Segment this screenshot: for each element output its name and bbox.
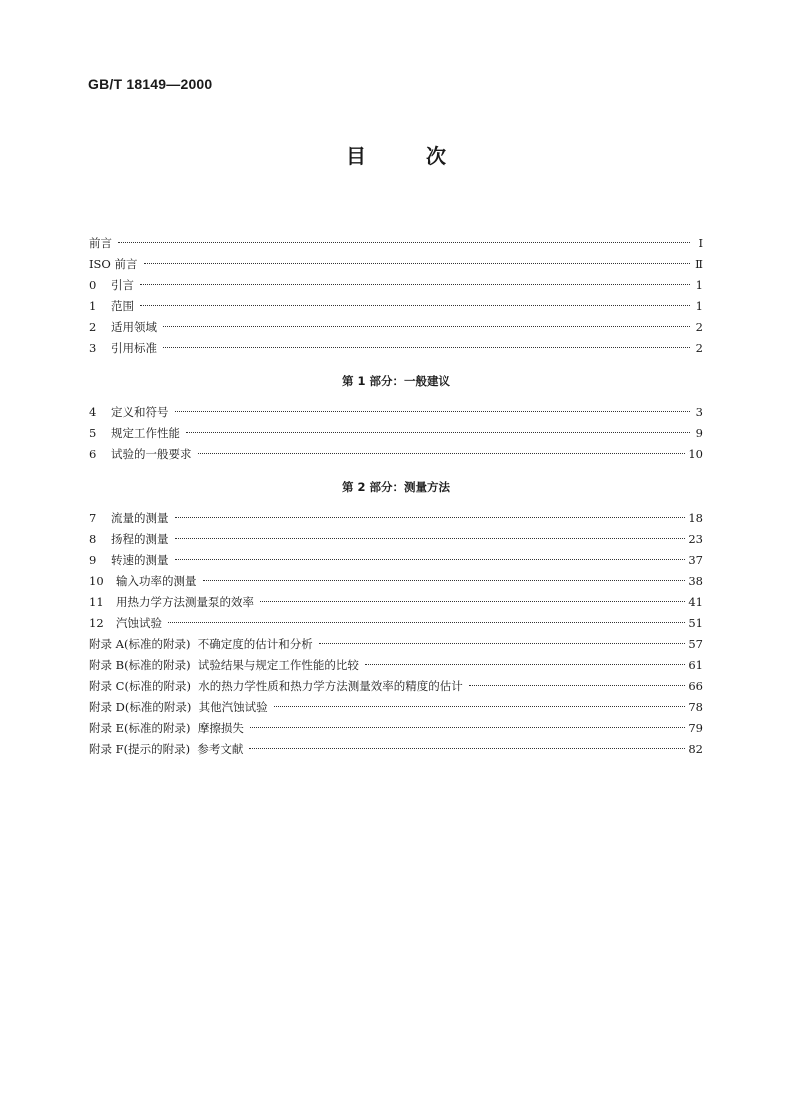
toc-entry [89, 423, 703, 444]
toc-entry-page: I [698, 236, 703, 250]
dot-leader [144, 263, 690, 264]
toc-entry-page: 1 [695, 278, 703, 292]
toc-entry-label: 附录 C(标准的附录) 水的热力学性质和热力学方法测量效率的精度的估计 [89, 679, 463, 693]
toc-entry [89, 444, 703, 465]
toc-entry-label: 引用标准 [111, 341, 157, 355]
toc-entry-page: 37 [688, 553, 703, 567]
toc-entry-page: 78 [688, 700, 703, 714]
toc-part1 [89, 402, 703, 465]
toc-entry [89, 254, 703, 275]
toc-entry-label: 流量的测量 [111, 511, 169, 525]
toc-entry [89, 571, 703, 592]
part2-heading: 第 2 部分：测量方法 [341, 480, 450, 494]
toc-entry-page: 38 [688, 574, 703, 588]
toc-entry [89, 338, 703, 359]
toc-entry-page: 23 [688, 532, 703, 546]
toc-entry-number: 10 [89, 574, 104, 588]
toc-entry-label: 引言 [111, 278, 134, 292]
toc-entry-page: 57 [688, 637, 703, 651]
toc-entry-label: 附录 A(标准的附录) 不确定度的估计和分析 [89, 637, 313, 651]
dot-leader [163, 347, 690, 348]
toc-entry-label: 附录 F(提示的附录) 参考文献 [89, 742, 244, 756]
toc-entry-label: 附录 E(标准的附录) 摩擦损失 [89, 721, 244, 735]
toc-entry-number: 1 [89, 299, 97, 313]
toc-entry-label: 扬程的测量 [111, 532, 169, 546]
toc-entry-label: 前言 [89, 236, 112, 250]
dot-leader [319, 643, 686, 644]
toc-entry [89, 550, 703, 571]
dot-leader [274, 706, 686, 707]
table-of-contents [89, 233, 703, 760]
standard-code: GB/T 18149—2000 [88, 76, 213, 92]
toc-entry [89, 655, 703, 676]
toc-entry-label: 附录 D(标准的附录) 其他汽蚀试验 [89, 700, 268, 714]
dot-leader [203, 580, 686, 581]
title-char-2: 次 [426, 144, 446, 168]
toc-entry-number: 0 [89, 278, 97, 292]
toc-entry-label: 输入功率的测量 [116, 574, 197, 588]
toc-entry-page: 9 [695, 426, 703, 440]
dot-leader [250, 727, 686, 728]
page-title [0, 140, 792, 169]
toc-entry-label: 试验的一般要求 [111, 447, 192, 461]
toc-entry-label: 用热力学方法测量泵的效率 [116, 595, 254, 609]
toc-front-matter [89, 233, 703, 359]
dot-leader [175, 559, 686, 560]
toc-entry-label: ISO 前言 [89, 257, 138, 271]
toc-entry-number: 3 [89, 341, 97, 355]
part1-heading: 第 1 部分：一般建议 [341, 374, 450, 388]
toc-entry [89, 739, 703, 760]
toc-entry [89, 275, 703, 296]
toc-entry-page: 2 [695, 341, 703, 355]
toc-entry-page: 1 [695, 299, 703, 313]
toc-entry-page: Ⅱ [695, 257, 703, 271]
dot-leader [365, 664, 685, 665]
toc-entry-number: 6 [89, 447, 97, 461]
toc-entry-number: 12 [89, 616, 104, 630]
toc-entry [89, 718, 703, 739]
toc-entry-number: 8 [89, 532, 97, 546]
toc-entry-number: 11 [89, 595, 104, 609]
dot-leader [175, 517, 686, 518]
dot-leader [163, 326, 690, 327]
toc-entry [89, 233, 703, 254]
dot-leader [198, 453, 686, 454]
toc-entry-label: 转速的测量 [111, 553, 169, 567]
toc-entry-number: 9 [89, 553, 97, 567]
toc-entry [89, 592, 703, 613]
toc-entry [89, 634, 703, 655]
toc-entry-number: 7 [89, 511, 97, 525]
dot-leader [175, 538, 686, 539]
toc-entry-label: 适用领域 [111, 320, 157, 334]
dot-leader [186, 432, 690, 433]
toc-entry [89, 613, 703, 634]
dot-leader [168, 622, 685, 623]
toc-entry-label: 规定工作性能 [111, 426, 180, 440]
toc-entry-page: 10 [688, 447, 703, 461]
title-char-1: 目 [346, 144, 366, 168]
dot-leader [175, 411, 691, 412]
toc-entry-page: 41 [688, 595, 703, 609]
toc-entry-label: 附录 B(标准的附录) 试验结果与规定工作性能的比较 [89, 658, 359, 672]
dot-leader [260, 601, 685, 602]
toc-entry [89, 296, 703, 317]
toc-entry [89, 402, 703, 423]
toc-entry-page: 79 [688, 721, 703, 735]
toc-entry-page: 61 [688, 658, 703, 672]
toc-entry-page: 3 [695, 405, 703, 419]
toc-entry-label: 范围 [111, 299, 134, 313]
toc-entry-page: 2 [695, 320, 703, 334]
toc-entry-number: 2 [89, 320, 97, 334]
toc-entry [89, 676, 703, 697]
toc-entry-page: 51 [688, 616, 703, 630]
toc-entry-page: 82 [688, 742, 703, 756]
toc-entry [89, 508, 703, 529]
dot-leader [140, 305, 690, 306]
dot-leader [249, 748, 685, 749]
toc-entry-number: 5 [89, 426, 97, 440]
toc-part2 [89, 508, 703, 760]
toc-entry [89, 317, 703, 338]
dot-leader [469, 685, 686, 686]
toc-entry [89, 697, 703, 718]
dot-leader [140, 284, 690, 285]
toc-entry-page: 66 [688, 679, 703, 693]
toc-entry [89, 529, 703, 550]
toc-entry-page: 18 [688, 511, 703, 525]
dot-leader [118, 242, 690, 243]
toc-entry-label: 汽蚀试验 [116, 616, 162, 630]
toc-entry-label: 定义和符号 [111, 405, 169, 419]
toc-entry-number: 4 [89, 405, 97, 419]
